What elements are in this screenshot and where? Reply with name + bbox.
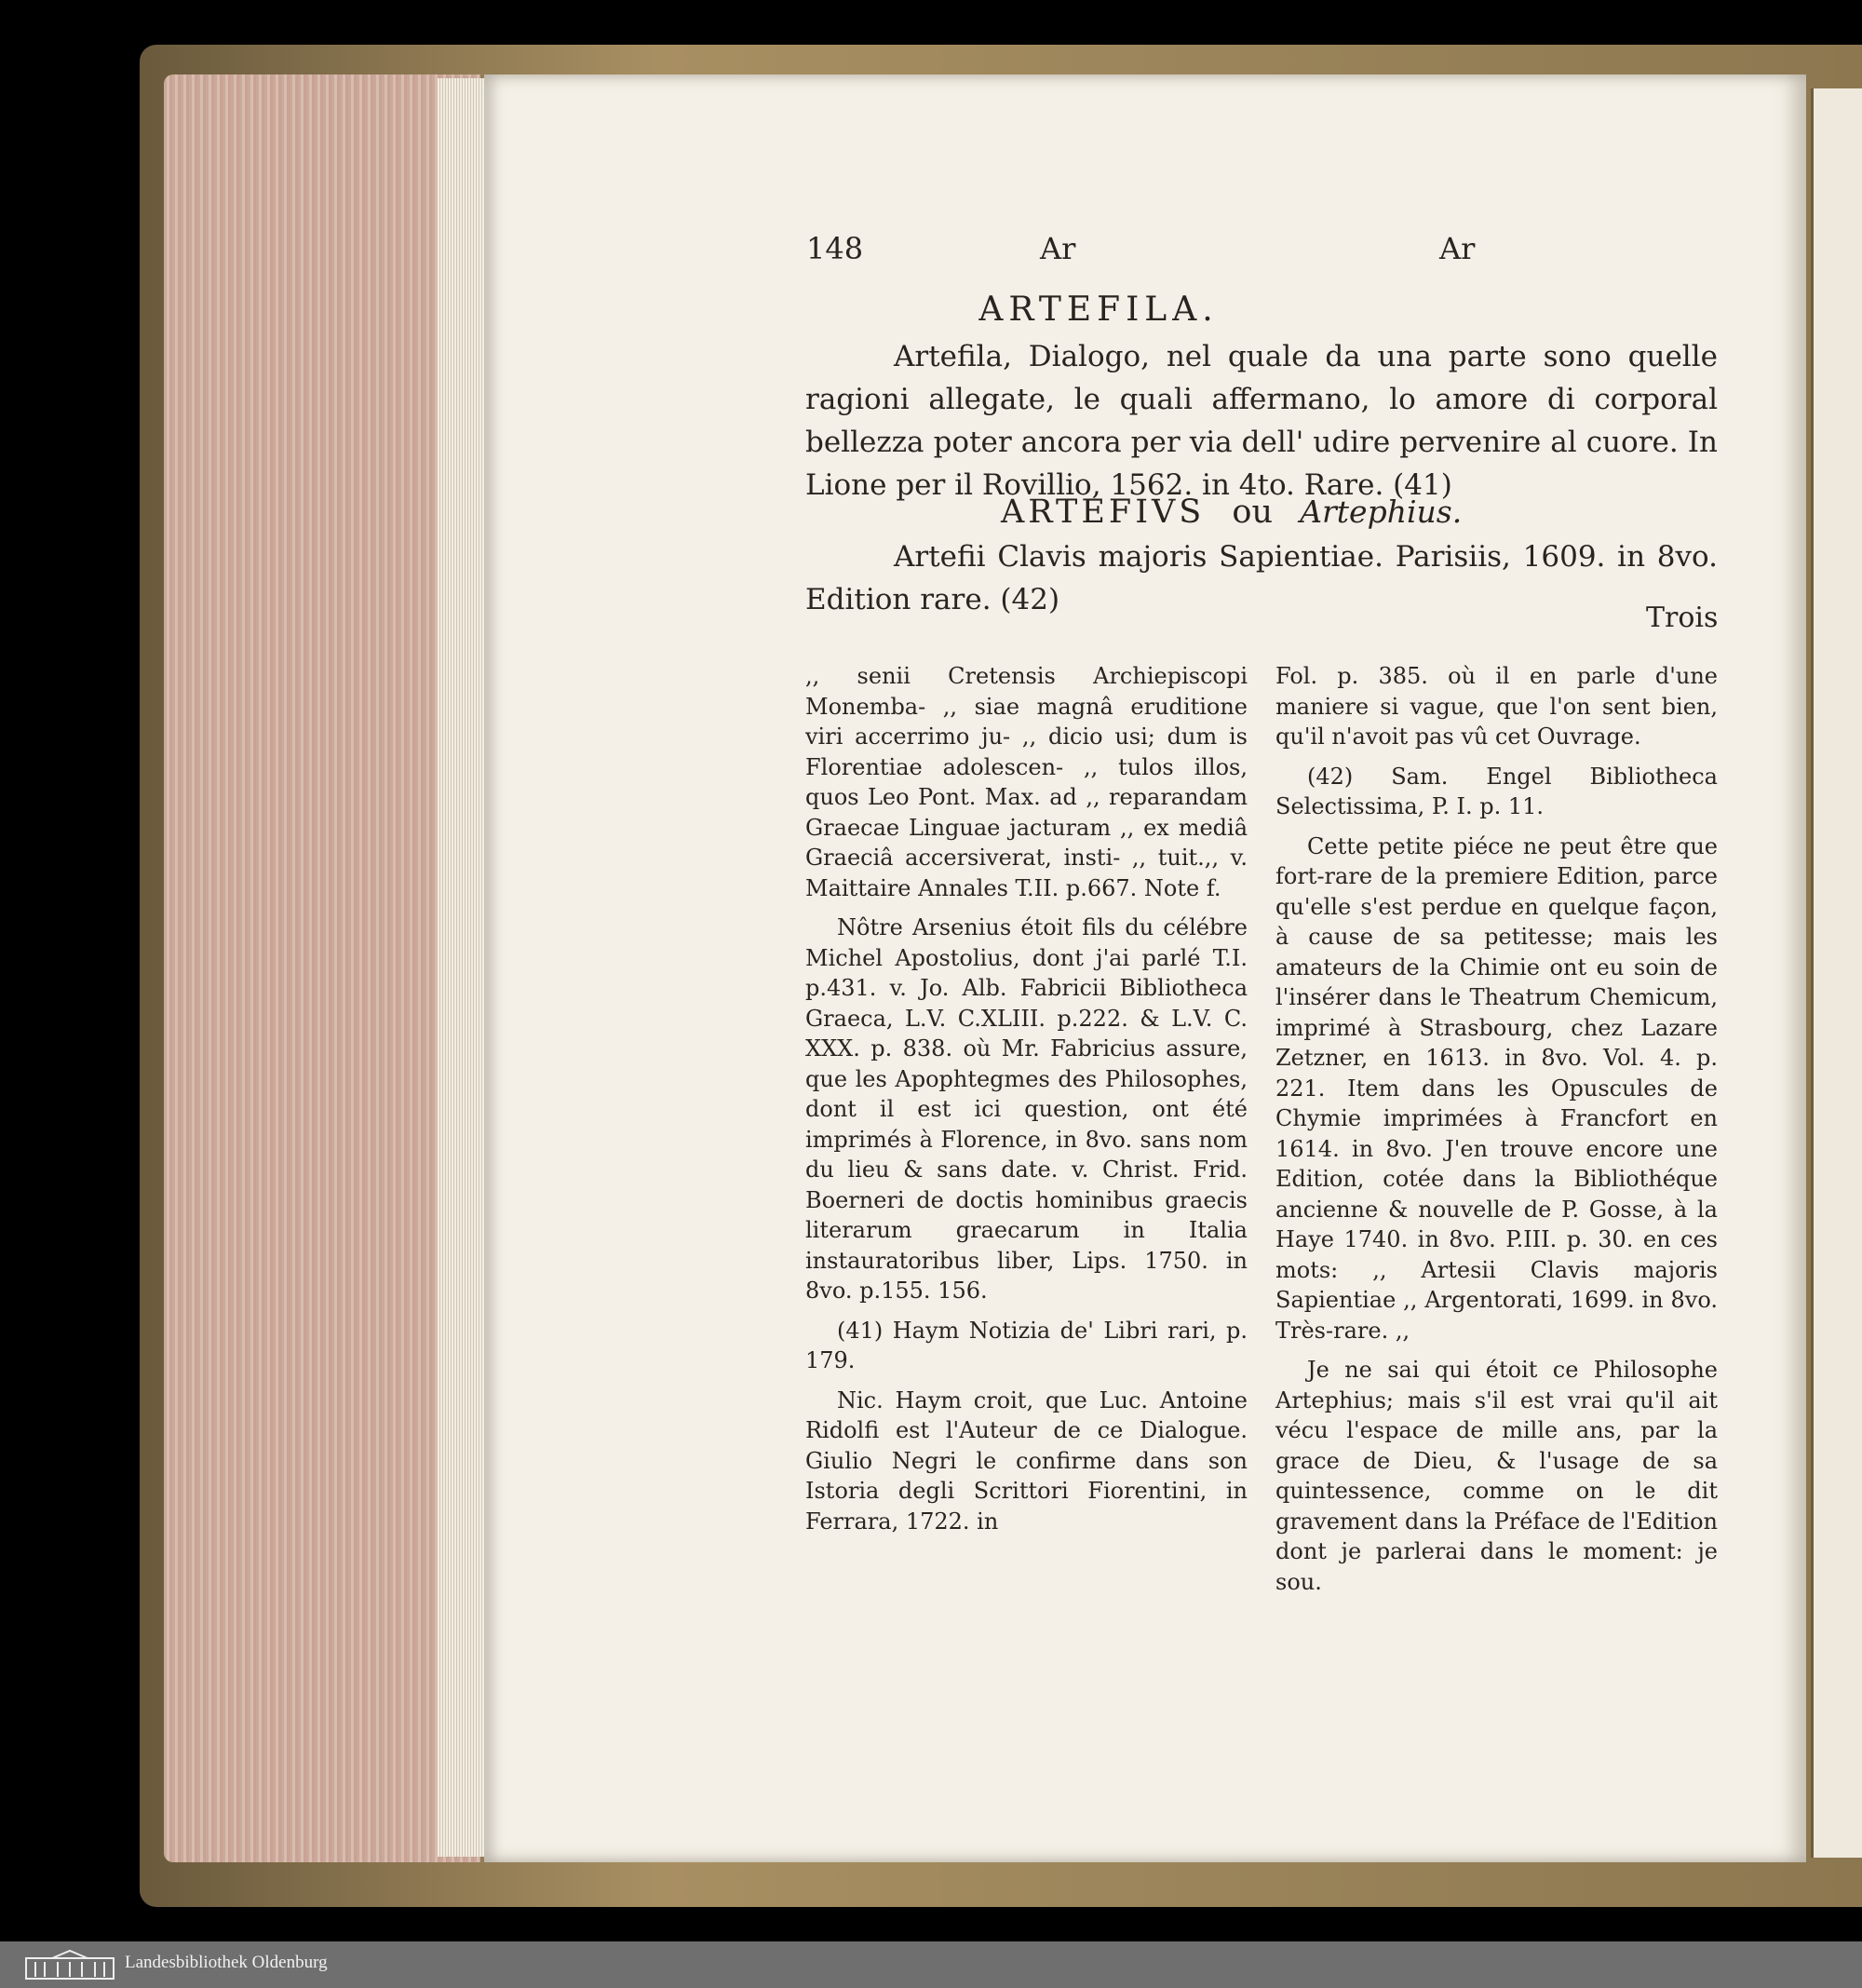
entry-text-artefila: Artefila, Dialogo, nel quale da una parte sono quelle ragioni allegate, le quali affermano, lo amore di corporal bellezza poter ancora per via dell' udire pervenire al cuore. In Lione per il Rovillio, 1562. in 4to. Rare. (41): [805, 340, 1718, 502]
library-name: Landesbibliothek Oldenburg: [125, 1953, 328, 1972]
library-building-icon: [24, 1949, 115, 1981]
entry-title-artefila: ARTEFILA.: [978, 291, 1219, 329]
footnote-paragraph: Nôtre Arsenius étoit fils du célébre Michel Apostolius, dont j'ai parlé T.I. p.431. v. Jo. Alb. Fabricii Bibliotheca Graeca, L.V. C.XLIII. p.222. & L.V. C. XXX. p. 838. où Mr. Fabricius assure, que les Apophtegmes des Philosophes, dont il est ici question, ont été imprimés à Florence, in 8vo. sans nom du lieu & sans date. v. Christ. Frid. Boerneri de doctis hominibus graecis literarum graecarum in Italia instauratoribus liber, Lips. 1750. in 8vo. p.155. 156.: [805, 914, 1248, 1304]
footnote-paragraph: Fol. p. 385. où il en parle d'une maniere si vague, que l'on sent bien, qu'il n'avoit pas vû cet Ouvrage.: [1275, 663, 1718, 750]
footnote-column-right: [1275, 661, 1718, 1606]
footnote-paragraph: (42) Sam. Engel Bibliotheca Selectissima, P. I. p. 11.: [1275, 763, 1718, 819]
page-number: 148: [806, 231, 864, 266]
running-head-left: Ar: [1040, 231, 1076, 266]
entry-title-main: ARTEFIVS: [1001, 494, 1206, 531]
footnote-paragraph: Cette petite piéce ne peut être que fort-rare de la premiere Edition, parce qu'elle s'est perdue en quelque façon, à cause de sa petitesse; mais les amateurs de la Chimie ont eu soin de l'insérer dans le Theatrum Chemicum, imprimé à Strasbourg, chez Lazare Zetzner, en 1613. in 8vo. Vol. 4. p. 221. Item dans les Opuscules de Chymie imprimées à Francfort en 1614. in 8vo. J'en trouve encore une Edition, cotée dans la Bibliothéque ancienne & nouvelle de P. Gosse, à la Haye 1740. in 8vo. P.III. p. 30. en ces mots: ,, Artesii Clavis majoris Sapientiae ,, Argentorati, 1699. in 8vo. Très-rare. ,,: [1275, 832, 1718, 1344]
footnote-paragraph: Nic. Haym croit, que Luc. Antoine Ridolfi est l'Auteur de ce Dialogue. Giulio Negri le confirme dans son Istoria degli Scrittori Fiorentini, in Ferrara, 1722. in: [805, 1386, 1248, 1535]
entry-title-artefius: [1001, 494, 1462, 531]
page-edge-lines: [438, 78, 484, 1857]
footnote-paragraph: Je ne sai qui étoit ce Philosophe Artephius; mais s'il est vrai qu'il ait vécu l'espace de mille ans, par la grace de Dieu, & l'usage de sa quintessence, comme on le dit gravement dans la Préface de l'Edition dont je parlerai dans le moment: je sou.: [1275, 1357, 1718, 1595]
page-edges: [164, 74, 480, 1862]
running-head-right: Ar: [1439, 231, 1476, 266]
entry-text-artefius: Artefii Clavis majoris Sapientiae. Parisiis, 1609. in 8vo. Edition rare. (42): [805, 540, 1718, 616]
footnote-paragraph: (41) Haym Notizia de' Libri rari, p. 179.: [805, 1317, 1248, 1373]
entry-title-ou: ou: [1232, 494, 1274, 531]
entry-title-alt: Artephius.: [1300, 494, 1463, 530]
footnote-paragraph: ,, senii Cretensis Archiepiscopi Monemba- ,, siae magnâ eruditione viri accerrimo ju- ,, dicio usi; dum is Florentiae adolescen- ,, tulos illos, quos Leo Pont. Max. ad ,, reparandam Graecae Linguae jacturam ,, ex mediâ Graeciâ accersiverat, insti- ,, tuit.,, v. Maittaire Annales T.II. p.667. Note f.: [805, 663, 1248, 901]
footnote-column-left: [805, 661, 1248, 1546]
facing-page-edge: [1811, 88, 1862, 1858]
footer-bar: [0, 1941, 1862, 1988]
catchword: Trois: [1646, 602, 1719, 634]
